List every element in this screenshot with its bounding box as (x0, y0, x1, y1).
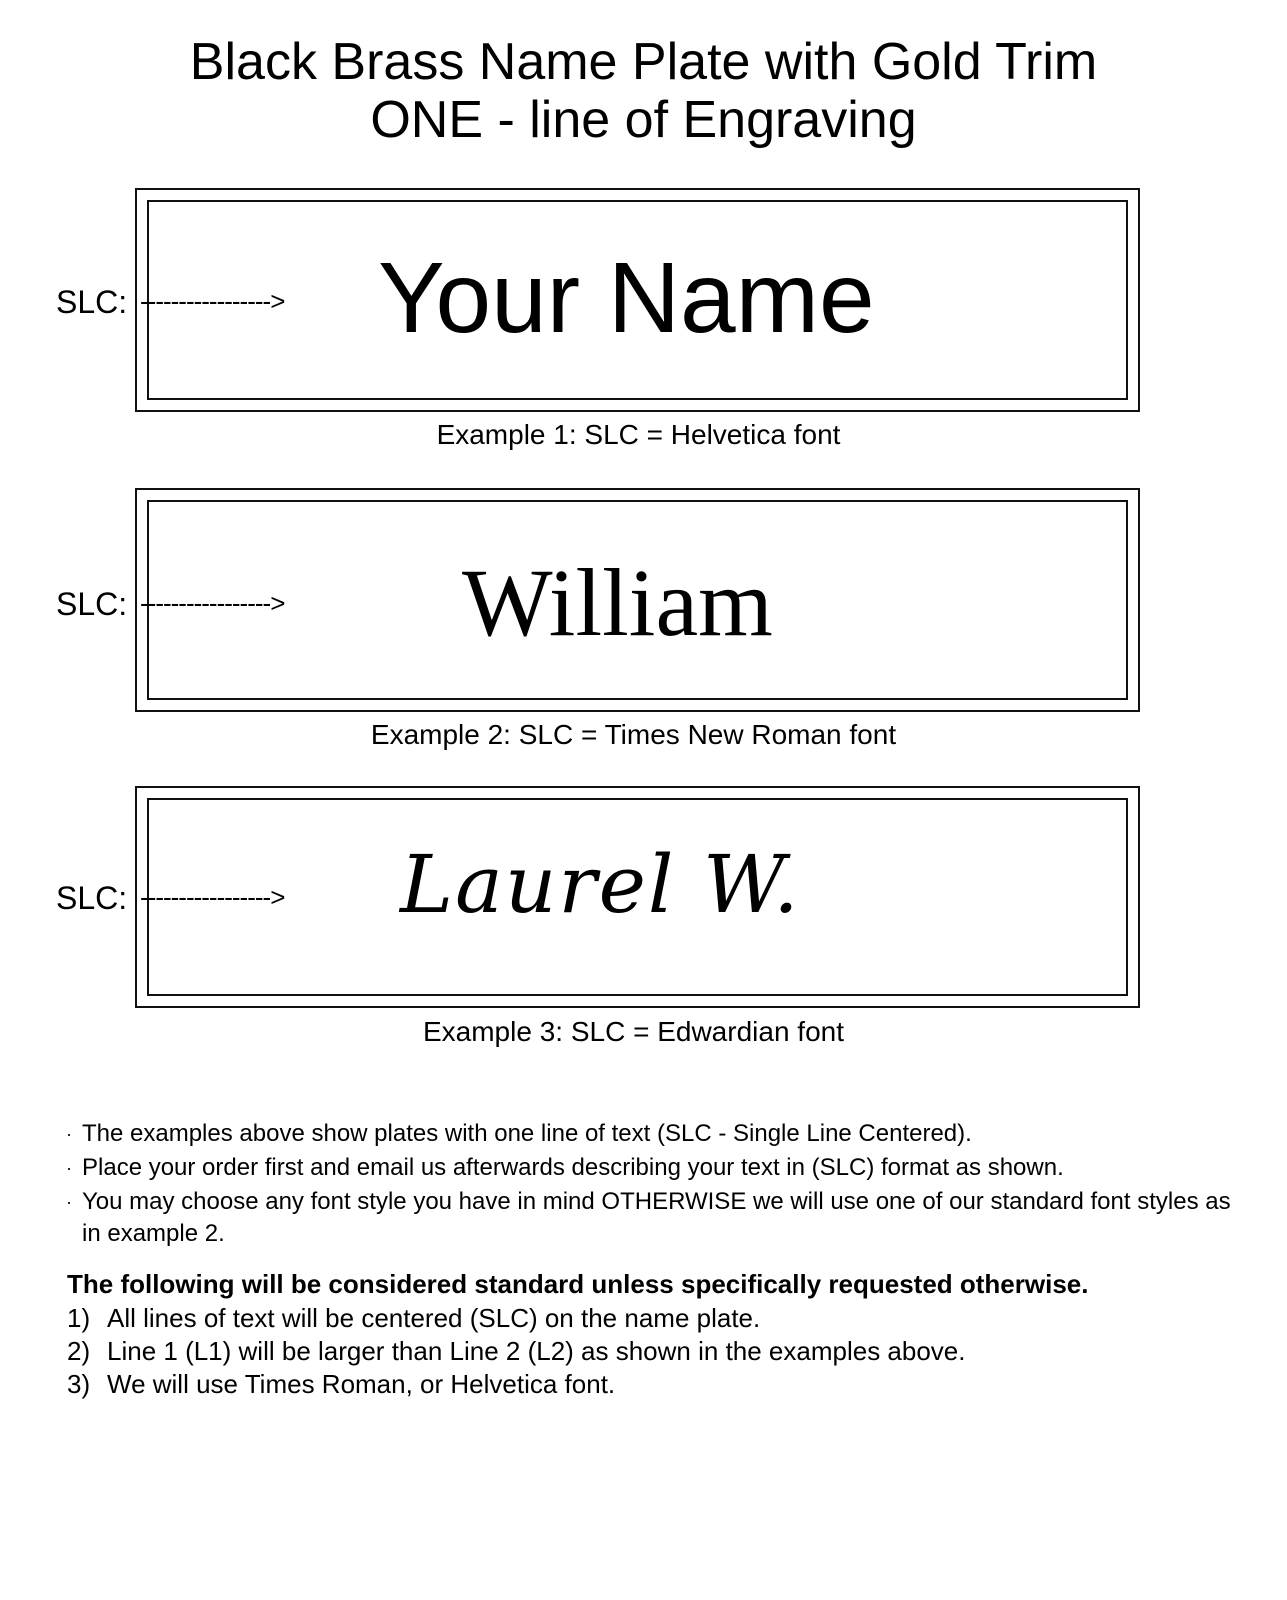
engraving-text-times: William (462, 549, 773, 656)
engraving-text-helvetica: Your Name (378, 242, 875, 354)
standards-heading: The following will be considered standard unless specifically requested otherwise. (67, 1269, 1089, 1299)
standard-text: We will use Times Roman, or Helvetica font. (107, 1369, 616, 1399)
note-text: The examples above show plates with one line of text (SLC - Single Line Centered). (82, 1120, 972, 1147)
engraving-text-script: Laurel W. (400, 838, 801, 931)
example-caption: Example 1: SLC = Helvetica font (436, 419, 841, 450)
slc-label: SLC: (56, 284, 128, 320)
page-title: Black Brass Name Plate with Gold Trim (189, 33, 1098, 91)
standard-number: 2) (67, 1336, 91, 1366)
page-subtitle: ONE - line of Engraving (370, 91, 917, 149)
note-item (60, 1118, 1240, 1150)
note-text: You may choose any font style you have in mind OTHERWISE we will use one of our standard font styles as in example 2. (82, 1188, 1231, 1247)
standard-item (67, 1368, 966, 1401)
bullet-icon: · (66, 1158, 72, 1178)
slc-arrow: -----------------> (140, 588, 285, 618)
slc-label: SLC: (56, 880, 128, 916)
standard-item (67, 1335, 966, 1368)
slc-arrow: -----------------> (140, 286, 285, 316)
example-caption: Example 3: SLC = Edwardian font (422, 1016, 844, 1047)
standard-number: 3) (67, 1369, 91, 1399)
standard-number: 1) (67, 1303, 91, 1333)
standard-item (67, 1302, 966, 1335)
standards-list (67, 1302, 966, 1401)
bullet-icon: · (66, 1124, 72, 1144)
slc-label: SLC: (56, 586, 128, 622)
standard-text: Line 1 (L1) will be larger than Line 2 (L2) as shown in the examples above. (107, 1336, 966, 1366)
slc-arrow: -----------------> (140, 882, 285, 912)
notes-list (60, 1118, 1240, 1252)
note-item (60, 1152, 1240, 1184)
standard-text: All lines of text will be centered (SLC) on the name plate. (107, 1303, 761, 1333)
note-item (60, 1186, 1240, 1250)
note-text: Place your order first and email us afterwards describing your text in (SLC) format as shown. (82, 1154, 1064, 1181)
example-caption: Example 2: SLC = Times New Roman font (370, 719, 897, 750)
bullet-icon: · (66, 1192, 72, 1212)
